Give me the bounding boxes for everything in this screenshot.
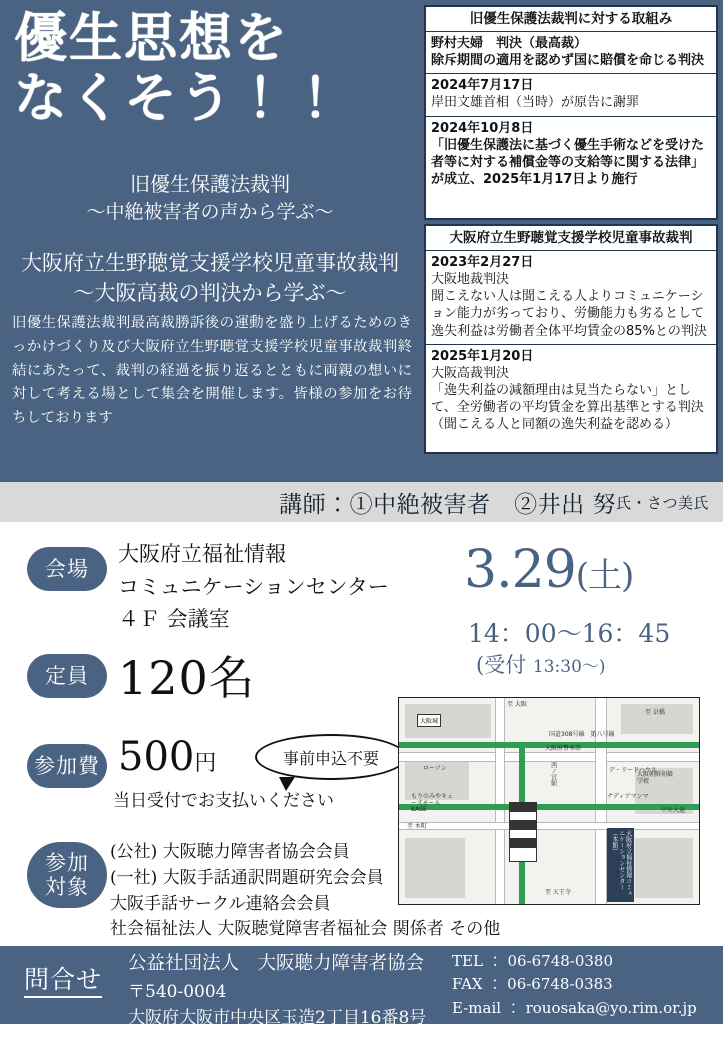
map-road — [595, 698, 607, 904]
info-box-yusei — [424, 5, 718, 220]
info-block — [426, 32, 716, 73]
headline-line-1: 優生思想を — [14, 7, 289, 69]
footer-address-1: 大阪府大阪市中央区玉造2丁目16番8号 — [128, 1008, 427, 1029]
page-title — [14, 8, 414, 129]
venue-line-3: ４Ｆ 会議室 — [118, 607, 230, 632]
lecturer-suffix-1: 氏・さつ美 — [615, 493, 694, 512]
lead-paragraph: 旧優生保護法裁判最高裁勝訴後の運動を盛り上げるためのきっかけづくり及び大阪府立生野聴覚支援学校児童事故裁判終結にあたって、裁判の経過を振り返るとともに両親の想いに対して考える場として集会を開催します。皆様の参加をお待ちしております — [12, 315, 412, 427]
info-line: 「逸失利益の減額理由は見当たらない」として、全労働者の平均賃金を算出基準とする判決 — [431, 382, 704, 416]
venue-line-2: コミュニケーションセンター — [118, 574, 389, 599]
footer-address-2: 玉造井上ビル 4階 — [128, 1034, 264, 1055]
label-target-line1: 参加 対象 — [45, 850, 89, 899]
target-line: (一社) 大阪手話通訳問題研究会会員 — [110, 867, 384, 888]
footer-label-text: 問合せ — [24, 965, 102, 998]
info-line: 大阪地裁判決 — [431, 272, 510, 288]
reception-time: 13:30〜) — [532, 657, 606, 677]
map-road — [495, 698, 505, 904]
info-line: （聞こえる人と同額の逸失利益を認める） — [431, 417, 679, 433]
map-label-route308: 国道308号線 第八号線 — [549, 731, 615, 738]
info-block — [426, 73, 716, 115]
event-date — [464, 540, 714, 600]
headline-line-2: なくそう！！ — [14, 67, 344, 130]
map-road — [399, 822, 699, 830]
fee-note: 当日受付でお支払いください — [113, 791, 334, 811]
info-line: 野村夫婦 判決（最高裁） — [431, 35, 588, 51]
map-station-mark — [509, 820, 537, 830]
access-map — [398, 697, 700, 905]
footer-postal: 〒540-0004 — [128, 981, 227, 1002]
map-station-mark — [509, 838, 537, 848]
footer-label — [24, 960, 102, 996]
top-section — [0, 0, 723, 482]
footer-url[interactable]: URL ： https://daicyokyo.jp/ — [452, 1021, 665, 1040]
footer-contact — [0, 946, 723, 1055]
map-label-center: 大阪府立福祉情報コミュニケーションセンター（本館） — [607, 828, 634, 902]
info-box-ikuno — [424, 224, 718, 454]
subtitle-line-2: 〜中絶被害者の声から学ぶ〜 — [86, 201, 334, 223]
info-line: が成立、2025年1月17日より施行 — [431, 171, 638, 187]
fee-amount: 500 — [118, 734, 195, 780]
capacity-value: 120名 — [118, 651, 256, 705]
info-block — [426, 344, 716, 438]
lecturer-suffix-2: 氏 — [693, 493, 709, 512]
subtitle2-line-1: 大阪府立生野聴覚支援学校児童事故裁判 — [21, 251, 399, 275]
map-label-to-kyobashi: 至 京橋 — [645, 709, 665, 716]
info-box-ikuno-title: 大阪府立生野聴覚支援学校児童事故裁判 — [426, 226, 716, 251]
info-date: 2023年2月27日 — [431, 254, 534, 270]
target-line: 大阪手話サークル連絡会会員 — [110, 893, 331, 914]
lecturer-band — [0, 482, 723, 522]
map-label-osaka-castle: 大阪城 — [417, 714, 441, 727]
subtitle2-line-2: 〜大阪高裁の判決から学ぶ〜 — [73, 281, 347, 306]
map-label-korean-school: 大阪朝鮮初級学校 — [637, 771, 674, 785]
subtitle-group-1 — [0, 170, 420, 227]
map-block — [635, 838, 693, 898]
map-block — [405, 838, 465, 898]
map-label-nishinomiya-station: 西ノ宮駅 — [549, 762, 557, 786]
map-label-lawson: ローソン — [423, 765, 447, 772]
info-line: 「旧優生保護法に基づく優生手術などを受けた — [431, 137, 705, 153]
info-block — [426, 116, 716, 193]
info-line: 大阪高裁判決 — [431, 365, 510, 381]
map-road — [399, 752, 699, 762]
info-line: 者等に対する補償金等の支給等に関する法律」 — [431, 154, 705, 170]
label-venue: 会場 — [27, 547, 107, 591]
info-date: 2024年10月8日 — [431, 120, 534, 136]
footer-org-name: 公益社団法人 大阪聴力障害者協会 — [128, 953, 425, 974]
label-capacity: 定員 — [27, 654, 107, 698]
subtitle-line-1: 旧優生保護法裁判 — [130, 172, 290, 196]
info-line: 聞こえない人は聞こえる人よりコミュニケーション能力が劣っており、労働能力も劣るとして逸失利益は労働者全体平均賃金の85%との判決 — [431, 289, 707, 339]
map-label-de-reedhouse: デ・リードハウス — [609, 767, 657, 774]
map-label-chuo-odori: 中央大通 — [661, 807, 686, 814]
map-label-to-tennoji: 至 天王寺 — [545, 889, 571, 896]
footer-tel: TEL ： 06-6748-0380 — [452, 952, 614, 970]
venue-value — [118, 538, 448, 636]
map-label-nadia-mamma: ナディアマンマ — [607, 793, 649, 800]
label-target — [27, 842, 107, 908]
info-block — [426, 251, 716, 344]
event-time: 14：00〜16：45 — [468, 619, 671, 648]
fee-value — [118, 734, 216, 780]
footer-org — [128, 950, 458, 1058]
info-box-yusei-title: 旧優生保護法裁判に対する取組み — [426, 7, 716, 32]
event-date-dow: (土) — [575, 556, 634, 596]
map-label-qs-mall: もりのみやキューズモールBASE — [411, 793, 454, 814]
footer-fax: FAX ： 06-6748-0383 — [452, 975, 613, 994]
details-section — [0, 522, 723, 946]
event-date-number: 3.29 — [464, 540, 576, 600]
lecturer-text: 講師：①中絶被害者 ②井出 努 — [279, 491, 616, 518]
footer-contact-details — [452, 950, 722, 1043]
map-label-police-hq: 大阪府警本部 — [545, 745, 582, 752]
footer-email[interactable]: E-mail ： rouosaka@yo.rim.or.jp — [452, 998, 697, 1017]
event-reception — [476, 649, 723, 679]
no-reservation-badge: 事前申込不要 — [255, 734, 407, 780]
info-line: 岸田文雄首相（当時）が原告に謝罪 — [431, 95, 640, 111]
venue-line-1: 大阪府立福祉情報 — [118, 542, 286, 566]
info-line: 除斥期間の適用を認めず国に賠償を命じる判決 — [431, 53, 705, 69]
map-station-mark — [509, 802, 537, 812]
reception-prefix: (受付 — [476, 653, 527, 677]
map-label-to-honmachi: 至 本町 — [407, 823, 427, 830]
info-date: 2024年7月17日 — [431, 78, 534, 94]
subtitle-group-2 — [0, 248, 420, 309]
label-fee: 参加費 — [27, 744, 107, 788]
map-label-to-osaka: 至 大阪 — [507, 701, 527, 708]
target-line: 社会福祉法人 大阪聴覚障害者福祉会 関係者 その他 — [110, 919, 501, 940]
target-line: (公社) 大阪聴力障害者協会会員 — [110, 842, 350, 862]
info-date: 2025年1月20日 — [431, 348, 534, 364]
fee-unit: 円 — [194, 751, 217, 776]
